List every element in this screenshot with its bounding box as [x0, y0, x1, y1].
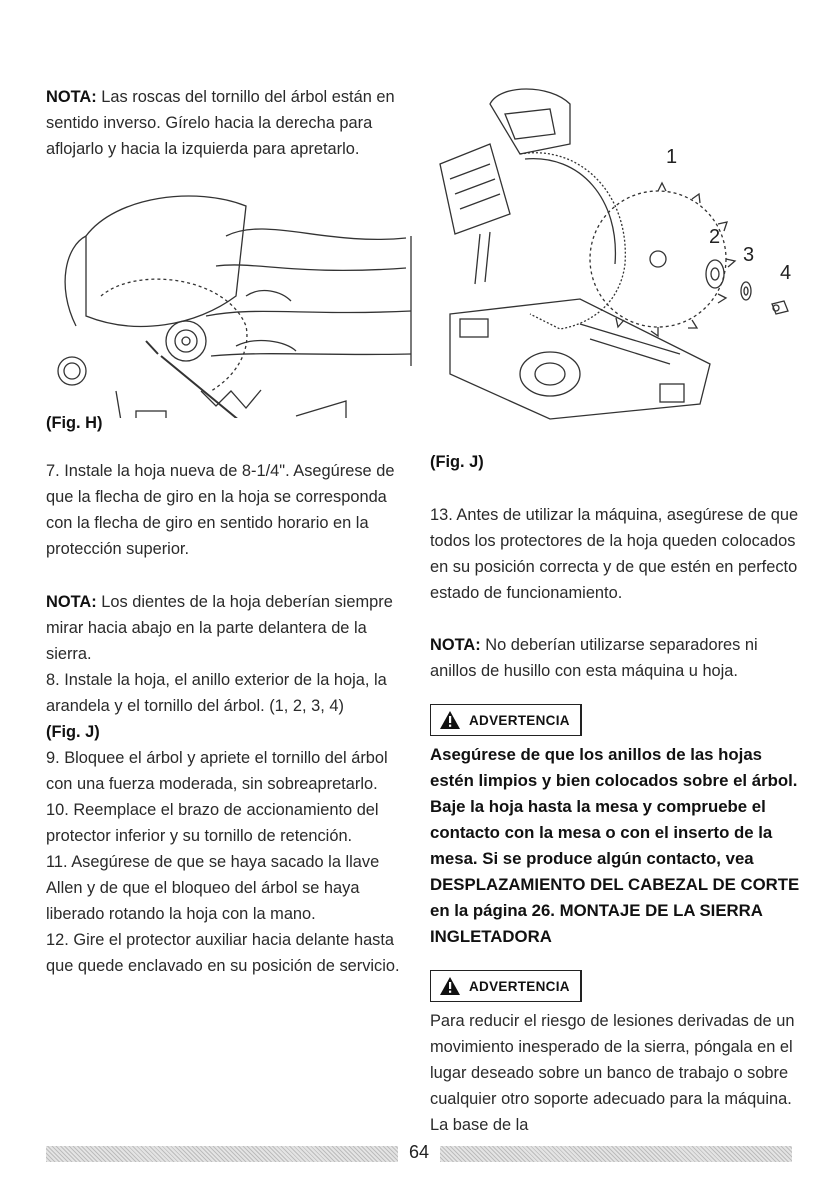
warning-box-2: [430, 970, 800, 1002]
nota-text: Las roscas del tornillo del árbol están en sentido inverso. Gírelo hacia la derecha para aflojarlo y hacia la izquierda para apretarlo.: [46, 88, 395, 158]
nota-teeth: [46, 589, 416, 667]
nota-text: No deberían utilizarse separadores ni anillos de husillo con esta máquina u hoja.: [430, 636, 758, 680]
warning-label: ADVERTENCIA: [469, 978, 570, 994]
warning-triangle-icon: [439, 710, 461, 730]
warning-1-text: Asegúrese de que los anillos de las hojas estén limpios y bien colocados sobre el árbol. Baje la hoja hasta la mesa y compruebe el contacto con la mesa o con el inserto de la mesa. Si se produce algún contacto, vea DESPLAZAMIENTO DEL CABEZAL DE CORTE en la página 26. MONTAJE DE LA SIERRA INGLETADORA: [430, 745, 800, 946]
page-number: 64: [408, 1142, 430, 1162]
step-7: 7. Instale la hoja nueva de 8-1/4". Asegúrese de que la flecha de giro en la hoja se corresponda con la flecha de giro en sentido horario en la protección superior.: [46, 462, 395, 558]
nota-label: NOTA:: [46, 88, 97, 106]
footer-bar-left: [46, 1146, 398, 1162]
page-footer: [46, 1144, 792, 1166]
fig-h-caption: (Fig. H): [46, 414, 103, 432]
step-11: 11. Asegúrese de que se haya sacado la llave Allen y de que el bloqueo del árbol se haya liberado rotando la hoja con la mano.: [46, 853, 380, 923]
warning-triangle-icon: [439, 976, 461, 996]
callout-2: 2: [709, 226, 721, 248]
footer-bar-right: [440, 1146, 792, 1162]
nota-spacers: [430, 632, 800, 684]
fig-j-caption: (Fig. J): [430, 453, 484, 471]
callout-1: 1: [666, 146, 678, 168]
warning-2-text: Para reducir el riesgo de lesiones derivadas de un movimiento inesperado de la sierra, póngala en el lugar deseado sobre un banco de trabajo o sobre cualquier otro soporte adecuado para la máquina. La base de la: [430, 1012, 795, 1134]
nota-label: NOTA:: [430, 636, 481, 654]
warning-label: ADVERTENCIA: [469, 712, 570, 728]
step-10: 10. Reemplace el brazo de accionamiento del protector inferior y su tornillo de retención.: [46, 801, 379, 845]
warning-box-1: [430, 704, 800, 736]
figure-h: [46, 176, 416, 418]
step-12: 12. Gire el protector auxiliar hacia delante hasta que quede enclavado en su posición de servicio.: [46, 931, 400, 975]
nota-text: Los dientes de la hoja deberían siempre mirar hacia abajo en la parte delantera de la sierra.: [46, 593, 393, 663]
step-13: 13. Antes de utilizar la máquina, asegúrese de que todos los protectores de la hoja queden colocados en su posición correcta y de que estén en perfecto estado de funcionamiento.: [430, 506, 799, 602]
warning-header: [430, 704, 582, 736]
figure-j: [430, 84, 800, 434]
left-column: [46, 84, 416, 979]
callout-3: 3: [743, 244, 755, 266]
nota-blade-screw: [46, 84, 416, 162]
warning-header: [430, 970, 582, 1002]
step-8: 8. Instale la hoja, el anillo exterior de la hoja, la arandela y el tornillo del árbol. (1, 2, 3, 4): [46, 671, 387, 715]
step-9: 9. Bloquee el árbol y apriete el tornillo del árbol con una fuerza moderada, sin sobreapretarlo.: [46, 749, 388, 793]
hands-wrench-illustration: [46, 176, 416, 418]
callout-4: 4: [780, 262, 792, 284]
right-column: [430, 84, 800, 1138]
step-8-fig-ref: (Fig. J): [46, 723, 100, 741]
nota-label: NOTA:: [46, 593, 97, 611]
